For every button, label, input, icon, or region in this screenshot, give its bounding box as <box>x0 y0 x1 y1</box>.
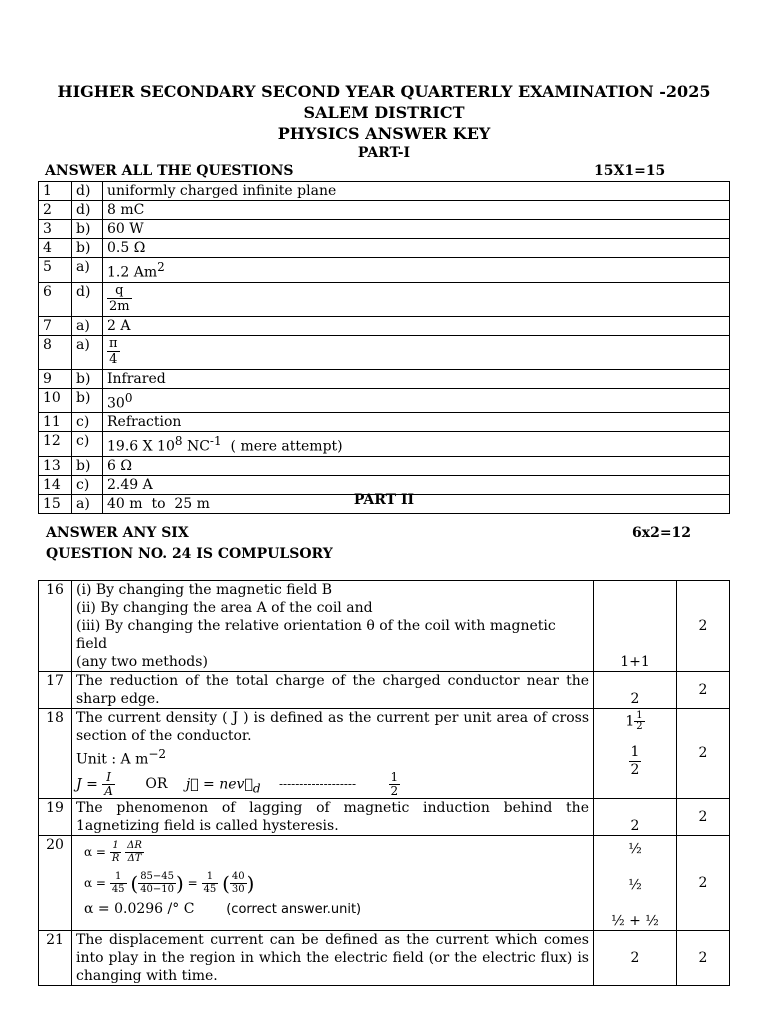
answer-cell <box>103 239 730 258</box>
mark-fraction <box>634 711 644 732</box>
unit-text: Unit : A m <box>76 751 149 768</box>
question-number: 5 <box>39 258 72 283</box>
mark-split: 1+1 <box>594 581 677 672</box>
answer-value: Infrared <box>107 370 166 387</box>
table-row <box>39 182 730 201</box>
fraction-i-over-a <box>102 771 115 798</box>
question-number: 19 <box>39 798 72 835</box>
table-row <box>39 930 730 985</box>
answer-note: ( mere attempt) <box>221 438 343 455</box>
result-value: α = 0.0296 /° C <box>84 900 195 917</box>
question-number: 12 <box>39 432 72 457</box>
part1-marks: 15X1=15 <box>594 163 666 179</box>
part1-instruction: ANSWER ALL THE QUESTIONS <box>45 163 294 179</box>
fraction <box>230 871 247 896</box>
equation-j: J = <box>76 776 103 793</box>
question-number: 10 <box>39 388 72 413</box>
part2-answer-table <box>38 580 730 986</box>
question-number: 2 <box>39 201 72 220</box>
total-mark: 2 <box>677 835 730 930</box>
answer-definition: The current density ( J ) is defined as the current per unit area of cross section of the conductor. <box>76 710 589 744</box>
part1-title: PART-I <box>357 145 411 161</box>
total-mark: 2 <box>677 672 730 709</box>
question-number: 7 <box>39 316 72 335</box>
answer-fraction <box>107 283 132 314</box>
answer-value: 30 <box>107 395 125 412</box>
fraction-numerator: 1 <box>390 769 399 784</box>
fraction-numerator: 40 <box>231 870 245 882</box>
or-text: OR <box>145 776 168 793</box>
total-mark: 2 <box>677 709 730 799</box>
question-number: 15 <box>39 494 72 513</box>
fraction-dr-over-dt <box>125 840 144 865</box>
mark-item: ½ <box>628 876 642 893</box>
answer-value: 1.2 Am <box>107 264 158 281</box>
fraction-numerator: 1 <box>202 871 219 884</box>
mark-whole: 1 <box>625 713 635 730</box>
mark-split <box>594 835 677 930</box>
fraction-denominator: 2 <box>636 721 643 732</box>
option-letter: d) <box>72 201 103 220</box>
answer-line: (i) By changing the magnetic field B <box>76 582 333 598</box>
option-letter: c) <box>72 475 103 494</box>
answer-cell <box>103 388 730 413</box>
question-number: 13 <box>39 456 72 475</box>
option-letter: d) <box>72 282 103 316</box>
fraction-denominator: 45 <box>111 883 125 895</box>
note-text: unit) <box>330 901 362 917</box>
option-letter: b) <box>72 369 103 388</box>
fraction-numerator: I <box>102 771 115 785</box>
table-row <box>39 388 730 413</box>
answer-unit: NC <box>182 438 210 455</box>
fraction-denominator: 45 <box>203 883 217 895</box>
answer-value: 6 Ω <box>107 457 132 474</box>
table-row <box>39 413 730 432</box>
table-row <box>39 709 730 799</box>
fraction <box>138 871 176 896</box>
answer-line: (ii) By changing the area A of the coil and <box>76 600 373 616</box>
exam-title: HIGHER SECONDARY SECOND YEAR QUARTERLY EXAMINATION -2025 <box>57 82 711 101</box>
fraction-numerator: 1 <box>636 710 643 721</box>
answer-text <box>72 835 594 930</box>
option-letter: b) <box>72 220 103 239</box>
option-letter: a) <box>72 258 103 283</box>
fraction-numerator: ΔR <box>127 839 142 851</box>
total-mark: 2 <box>677 798 730 835</box>
question-number: 3 <box>39 220 72 239</box>
note-text: (correct answer <box>226 901 327 917</box>
mark-one-half <box>598 711 672 732</box>
fraction-numerator: π <box>109 335 118 351</box>
answer-cell <box>103 432 730 457</box>
answer-text: The displacement current can be defined as the current which comes into play in the region in which the electric field (or the electric flux) is changing with time. <box>72 930 594 985</box>
alpha-symbol: α = <box>84 844 106 859</box>
paren-left: ( <box>130 871 139 896</box>
superscript: 0 <box>124 390 133 405</box>
equation-subscript: d <box>252 780 261 795</box>
question-number: 4 <box>39 239 72 258</box>
fraction <box>202 871 219 896</box>
part1-answer-table <box>38 181 730 514</box>
answer-cell <box>103 369 730 388</box>
question-number: 14 <box>39 475 72 494</box>
answer-text <box>72 581 594 672</box>
option-letter: a) <box>72 494 103 513</box>
table-row <box>39 835 730 930</box>
question-number: 17 <box>39 672 72 709</box>
option-letter: a) <box>72 316 103 335</box>
answer-cell <box>103 282 730 316</box>
fraction-denominator: 4 <box>109 351 118 367</box>
mark-item: ½ + ½ <box>611 912 659 929</box>
fraction-denominator: 30 <box>231 883 245 895</box>
option-letter: b) <box>72 388 103 413</box>
fraction-denominator: R <box>111 852 120 864</box>
superscript: -1 <box>209 434 222 449</box>
answer-line: (any two methods) <box>76 654 208 670</box>
table-row <box>39 258 730 283</box>
answer-line: (iii) By changing the relative orientation θ of the coil with magnetic field <box>76 618 556 652</box>
mark-split: 2 <box>594 798 677 835</box>
table-row <box>39 316 730 335</box>
result-line <box>84 900 589 919</box>
table-row <box>39 798 730 835</box>
note-dot: . <box>326 901 331 917</box>
fraction-denominator: A <box>104 783 113 798</box>
dashes: ------------------- <box>279 777 357 792</box>
option-letter: c) <box>72 432 103 457</box>
paren-left: ( <box>222 871 230 896</box>
answer-value: 2.49 A <box>107 476 153 493</box>
part2-title: PART II <box>353 492 415 508</box>
table-row <box>39 282 730 316</box>
answer-value: uniformly charged infinite plane <box>107 183 337 199</box>
question-number: 1 <box>39 182 72 201</box>
mark-split: 2 <box>594 930 677 985</box>
answer-text: The phenomenon of lagging of magnetic induction behind the 1agnetizing field is called hysteresis. <box>72 798 594 835</box>
table-row <box>39 672 730 709</box>
unit-exponent: −2 <box>148 747 167 761</box>
answer-cell <box>103 316 730 335</box>
question-number: 16 <box>39 581 72 672</box>
table-row <box>39 335 730 369</box>
superscript: 8 <box>174 434 183 449</box>
mark-split <box>594 709 677 799</box>
mark-split: 2 <box>594 672 677 709</box>
fraction-numerator: 1 <box>110 871 127 884</box>
fraction-numerator: 1 <box>630 744 640 760</box>
question-number: 9 <box>39 369 72 388</box>
option-letter: b) <box>72 456 103 475</box>
table-row <box>39 220 730 239</box>
answer-cell <box>103 182 730 201</box>
equals-sign: = <box>187 875 198 890</box>
district-title: SALEM DISTRICT <box>303 103 465 122</box>
answer-key-title: PHYSICS ANSWER KEY <box>277 124 491 143</box>
answer-value: 8 mC <box>107 202 145 218</box>
unit-line <box>76 745 589 769</box>
fraction-denominator: 2 <box>630 762 640 778</box>
question-number: 6 <box>39 282 72 316</box>
question-number: 18 <box>39 709 72 799</box>
fraction <box>110 871 127 896</box>
fraction-denominator: 40−10 <box>140 883 175 895</box>
question-number: 20 <box>39 835 72 930</box>
compulsory-note: QUESTION NO. 24 IS COMPULSORY <box>46 546 333 562</box>
question-number: 21 <box>39 930 72 985</box>
part2-instruction: ANSWER ANY SIX <box>46 525 189 541</box>
mark-fraction <box>629 744 642 779</box>
option-letter: c) <box>72 413 103 432</box>
answer-text: The reduction of the total charge of the charged conductor near the sharp edge. <box>72 672 594 709</box>
part2-marks: 6x2=12 <box>632 525 692 541</box>
fraction-denominator: 2 <box>390 783 399 798</box>
table-row <box>39 581 730 672</box>
fraction-numerator: q <box>107 283 132 299</box>
answer-text <box>72 709 594 799</box>
answer-cell <box>103 220 730 239</box>
fraction-numerator: 85−45 <box>140 870 175 882</box>
fraction-denominator: 2m <box>109 298 130 314</box>
option-letter: a) <box>72 335 103 369</box>
answer-fraction <box>107 336 120 367</box>
answer-cell <box>103 456 730 475</box>
answer-value: 2 A <box>107 317 131 334</box>
table-row <box>39 201 730 220</box>
equation-line <box>76 771 589 798</box>
table-row <box>39 456 730 475</box>
mark-item: ½ <box>628 840 642 857</box>
question-number: 11 <box>39 413 72 432</box>
answer-value: 0.5 Ω <box>107 240 146 256</box>
paren-right: ) <box>246 871 255 896</box>
mark-half <box>598 744 672 779</box>
equation-vector-j: j⃗ = nev⃗ <box>185 776 253 793</box>
answer-cell <box>103 258 730 283</box>
formula-line <box>84 840 589 865</box>
answer-cell <box>103 201 730 220</box>
option-letter: b) <box>72 239 103 258</box>
table-row <box>39 432 730 457</box>
alpha-symbol: α = <box>84 875 106 890</box>
answer-value: 40 m to 25 m <box>107 495 210 512</box>
answer-cell <box>103 335 730 369</box>
fraction-numerator: 1 <box>110 840 122 853</box>
question-number: 8 <box>39 335 72 369</box>
answer-value: Refraction <box>107 414 182 431</box>
total-mark: 2 <box>677 930 730 985</box>
fraction-half <box>389 771 401 798</box>
fraction-denominator: ΔT <box>127 852 142 864</box>
superscript: 2 <box>157 260 165 274</box>
fraction-one-over-r <box>110 840 122 865</box>
answer-value: 60 W <box>107 221 144 237</box>
table-row <box>39 239 730 258</box>
table-row <box>39 369 730 388</box>
total-mark: 2 <box>677 581 730 672</box>
answer-cell <box>103 413 730 432</box>
paren-right: ) <box>176 871 184 896</box>
option-letter: d) <box>72 182 103 201</box>
substitution-line <box>84 871 589 896</box>
answer-value: 19.6 X 10 <box>107 438 175 455</box>
